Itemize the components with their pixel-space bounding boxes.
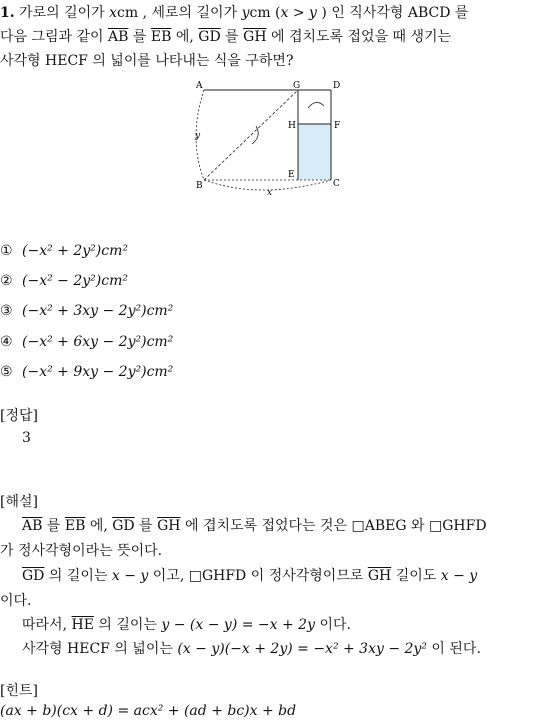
segment-he: $\overline{HE}$: [71, 617, 94, 633]
fold-line-bg: [204, 90, 298, 180]
explanation-heading: [해설]: [0, 494, 38, 510]
hint-heading: [힌트]: [0, 683, 38, 699]
math-expr: (x − y)(−x + 2y) = −x² + 3xy − 2y²: [177, 641, 427, 657]
rectangle-fold-figure: [190, 78, 355, 198]
explanation-line-6: [22, 638, 481, 658]
segment-gh: $\overline{GH}$: [157, 518, 181, 534]
math-expr: (ax + b)(cx + d) = acx² + (ad + bc)x + bd: [0, 703, 297, 719]
label-a: A: [196, 81, 203, 91]
text: cm , 세로의 길이가: [117, 5, 238, 21]
choice-expr: (−x² + 2y²)cm²: [22, 243, 128, 259]
explanation-line-4: 이다.: [0, 593, 32, 609]
label-e: E: [288, 170, 295, 180]
text: 이다.: [319, 617, 351, 633]
answer-heading: [정답]: [0, 408, 38, 424]
text: 를: [139, 518, 153, 534]
fold-arrow-2: [308, 102, 324, 108]
choice-expr: (−x² − 2y²)cm²: [22, 273, 128, 289]
text: 사각형 HECF 의 넓이는: [22, 641, 173, 657]
label-b: B: [196, 181, 203, 191]
label-g: G: [293, 81, 301, 91]
choice-number: ⑤: [0, 364, 13, 380]
segment-gd: $\overline{GD}$: [112, 518, 135, 534]
choice-number: ①: [0, 243, 13, 259]
label-y: y: [195, 131, 201, 141]
label-x: x: [267, 188, 273, 198]
segment-gh: $\overline{GH}$: [367, 568, 392, 584]
text: 따라서,: [22, 617, 68, 633]
segment-ab: $\overline{AB}$: [108, 29, 129, 45]
question-line-2: [0, 26, 451, 46]
segment-gd: $\overline{GD}$: [22, 568, 45, 584]
label-c: C: [333, 179, 340, 189]
question-line-1: [0, 2, 468, 22]
segment-gh: $\overline{GH}$: [243, 29, 267, 45]
text: 를: [225, 29, 239, 45]
text: 길이도: [395, 568, 437, 584]
explanation-line-3: [22, 565, 477, 585]
label-h: H: [288, 121, 296, 131]
text: cm (: [249, 5, 281, 21]
question-line-3: 사각형 HECF 의 넓이를 나타내는 식을 구하면?: [0, 53, 294, 69]
label-d: D: [333, 81, 341, 91]
text: 에,: [175, 29, 194, 45]
explanation-line-2: 가 정사각형이라는 뜻이다.: [0, 543, 163, 559]
math-y: y: [241, 5, 250, 21]
segment-eb: $\overline{EB}$: [64, 518, 86, 534]
text: 에 겹치도록 접었다는 것은 □ABEG 와 □GHFD: [184, 518, 487, 534]
segment-ab: $\overline{AB}$: [22, 518, 43, 534]
label-f: F: [334, 121, 341, 131]
math-condition: x > y: [280, 5, 317, 21]
text: 에,: [89, 518, 108, 534]
text: 이 된다.: [431, 641, 481, 657]
choice-expr: (−x² + 3xy − 2y²)cm²: [22, 303, 174, 319]
text: 의 길이는: [98, 617, 157, 633]
choice-number: ③: [0, 303, 13, 319]
math-expr: y − (x − y) = −x + 2y: [161, 617, 315, 633]
text: 이고, □GHFD 이 정사각형이므로: [152, 568, 364, 584]
text: 가로의 길이가: [19, 5, 105, 21]
text: 다음 그림과 같이: [0, 29, 104, 45]
explanation-line-5: [22, 614, 351, 634]
math-expr: x − y: [111, 568, 149, 584]
fold-arrow-1: [252, 126, 258, 144]
explanation-line-1: [22, 515, 487, 535]
choice-5[interactable]: [0, 364, 173, 380]
hint-formula: [0, 703, 296, 719]
choice-1[interactable]: [0, 243, 128, 259]
segment-gd: $\overline{GD}$: [198, 29, 221, 45]
text: ) 인 직사각형 ABCD 를: [321, 5, 469, 21]
text: 의 길이는: [48, 568, 108, 584]
choice-2[interactable]: [0, 273, 128, 289]
math-x: x: [109, 5, 118, 21]
answer-value: 3: [22, 430, 31, 446]
text: 를: [132, 29, 147, 45]
math-expr: x − y: [440, 568, 478, 584]
text: 를: [46, 518, 61, 534]
choice-expr: (−x² + 9xy − 2y²)cm²: [22, 364, 174, 380]
choice-3[interactable]: [0, 303, 173, 319]
choice-number: ④: [0, 334, 13, 350]
choice-4[interactable]: [0, 334, 173, 350]
shaded-region-hecf: [298, 124, 331, 180]
question-number: 1.: [0, 5, 15, 21]
segment-eb: $\overline{EB}$: [150, 29, 172, 45]
choice-expr: (−x² + 6xy − 2y²)cm²: [22, 334, 174, 350]
text: 에 겹치도록 접었을 때 생기는: [271, 29, 452, 45]
choice-number: ②: [0, 273, 13, 289]
